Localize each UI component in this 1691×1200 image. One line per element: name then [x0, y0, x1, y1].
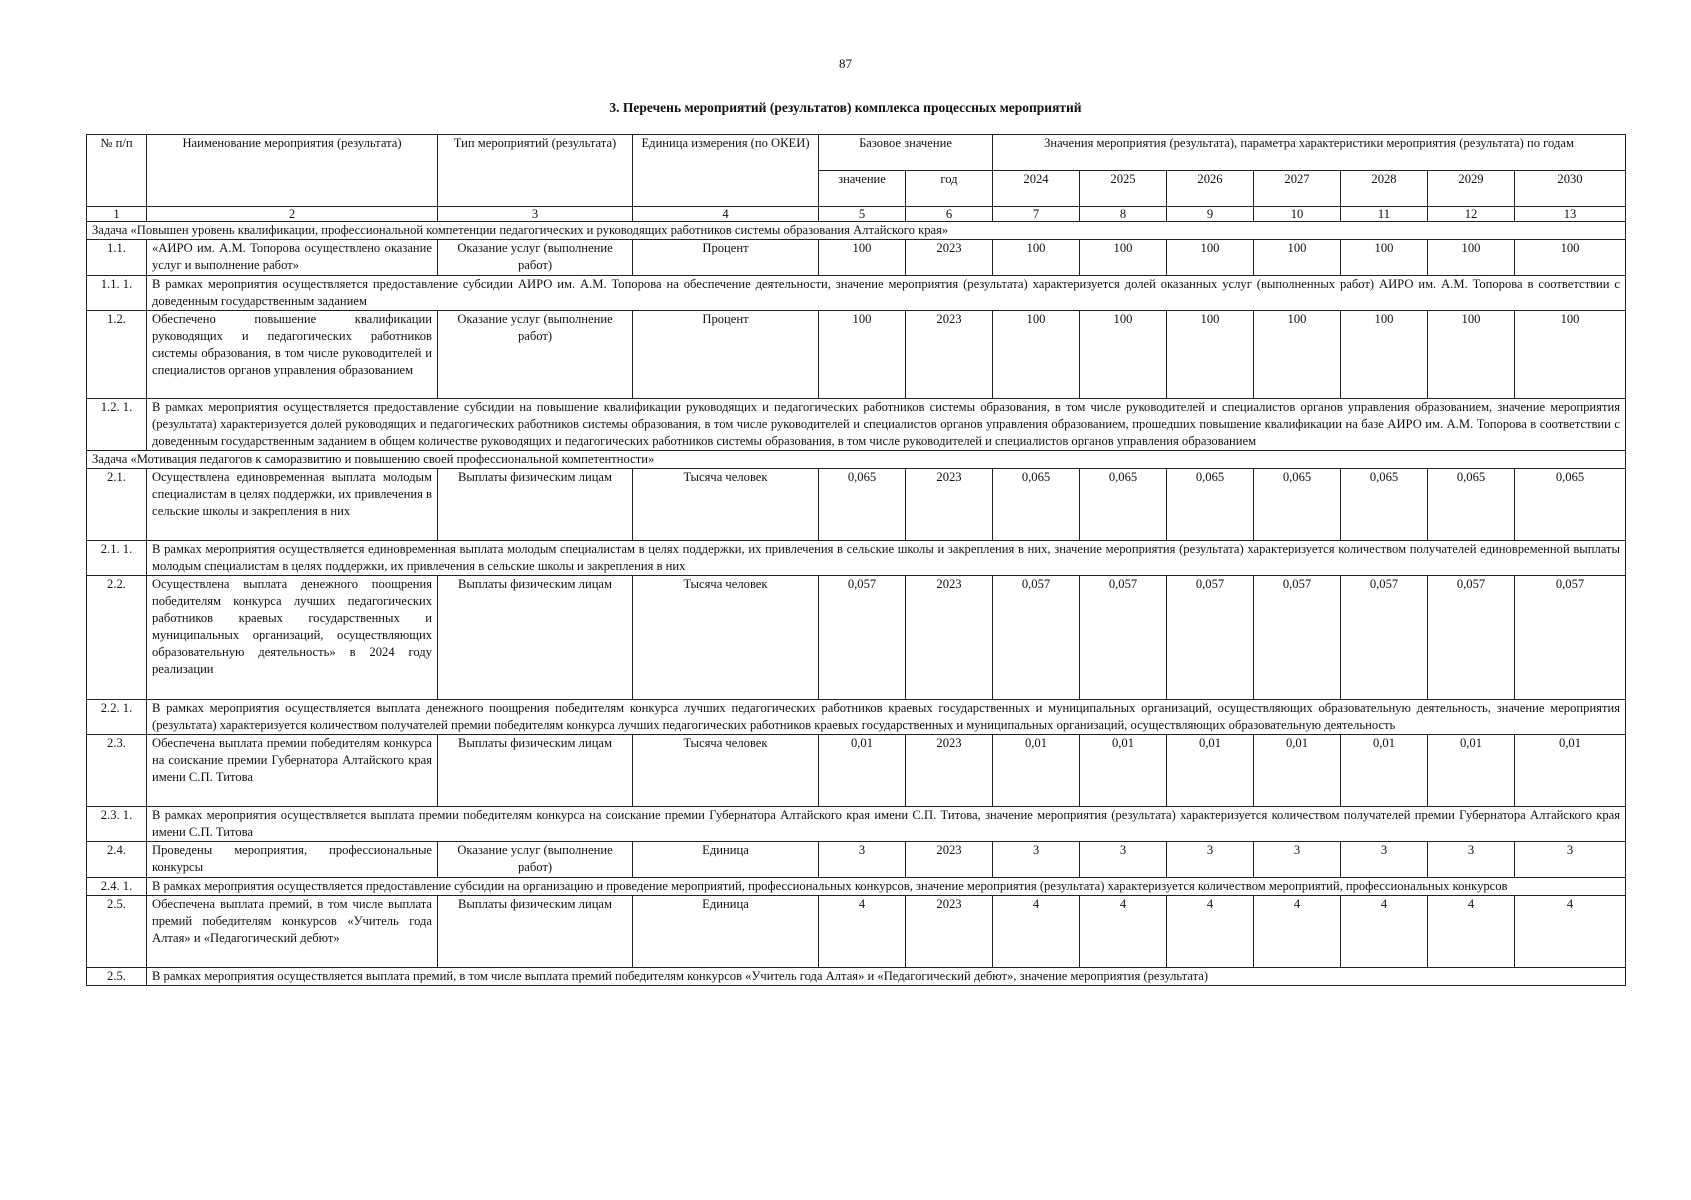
year-value-2025: 4 — [1080, 896, 1167, 968]
column-number: 9 — [1167, 207, 1254, 222]
base-year: 2023 — [906, 311, 993, 399]
year-value-2028: 0,01 — [1341, 735, 1428, 807]
header-name: Наименование мероприятия (результата) — [147, 135, 438, 207]
header-year-2026: 2026 — [1167, 171, 1254, 207]
measure-type: Выплаты физическим лицам — [438, 469, 633, 541]
description-row — [87, 878, 1626, 896]
base-year: 2023 — [906, 735, 993, 807]
year-value-2028: 100 — [1341, 311, 1428, 399]
year-value-2025: 3 — [1080, 842, 1167, 878]
year-value-2027: 0,065 — [1254, 469, 1341, 541]
header-year-2024: 2024 — [993, 171, 1080, 207]
column-number: 11 — [1341, 207, 1428, 222]
measure-type: Оказание услуг (выполнение работ) — [438, 311, 633, 399]
year-value-2027: 0,057 — [1254, 576, 1341, 700]
base-value: 3 — [819, 842, 906, 878]
measure-unit: Процент — [633, 240, 819, 276]
year-value-2026: 100 — [1167, 240, 1254, 276]
measure-unit: Тысяча человек — [633, 735, 819, 807]
year-value-2028: 100 — [1341, 240, 1428, 276]
year-value-2026: 0,057 — [1167, 576, 1254, 700]
description-row — [87, 807, 1626, 842]
row-number: 2.5. — [87, 896, 147, 968]
year-value-2028: 0,065 — [1341, 469, 1428, 541]
table-row — [87, 311, 1626, 399]
measure-type: Оказание услуг (выполнение работ) — [438, 240, 633, 276]
header-base: Базовое значение — [819, 135, 993, 171]
year-value-2030: 4 — [1515, 896, 1626, 968]
year-value-2026: 3 — [1167, 842, 1254, 878]
year-value-2029: 0,01 — [1428, 735, 1515, 807]
base-value: 0,065 — [819, 469, 906, 541]
year-value-2026: 4 — [1167, 896, 1254, 968]
column-number: 3 — [438, 207, 633, 222]
column-number: 1 — [87, 207, 147, 222]
year-value-2024: 0,065 — [993, 469, 1080, 541]
description-row — [87, 700, 1626, 735]
base-year: 2023 — [906, 469, 993, 541]
measure-unit: Единица — [633, 896, 819, 968]
measure-unit: Процент — [633, 311, 819, 399]
measure-name: Осуществлена единовременная выплата молодым специалистам в целях поддержки, их привлечения в сельские школы и закрепления в них — [147, 469, 438, 541]
year-value-2027: 0,01 — [1254, 735, 1341, 807]
year-value-2030: 3 — [1515, 842, 1626, 878]
year-value-2025: 0,065 — [1080, 469, 1167, 541]
base-year: 2023 — [906, 240, 993, 276]
measure-name: Обеспечена выплата премий, в том числе выплата премий победителям конкурсов «Учитель года Алтая» и «Педагогический дебют» — [147, 896, 438, 968]
row-description: В рамках мероприятия осуществляется единовременная выплата молодым специалистам в целях поддержки, их привлечения в сельские школы и закрепления в них, значение мероприятия (результата) характеризуется количеством получателей единовременной выплаты молодым специалистам в целях поддержки, их привлечения в сельские школы и закрепления в них — [147, 541, 1626, 576]
base-value: 100 — [819, 240, 906, 276]
table-row — [87, 735, 1626, 807]
task-row — [87, 451, 1626, 469]
column-number: 6 — [906, 207, 993, 222]
year-value-2029: 0,057 — [1428, 576, 1515, 700]
base-year: 2023 — [906, 576, 993, 700]
year-value-2030: 100 — [1515, 240, 1626, 276]
measure-type: Выплаты физическим лицам — [438, 896, 633, 968]
year-value-2027: 3 — [1254, 842, 1341, 878]
measure-unit: Единица — [633, 842, 819, 878]
base-value: 100 — [819, 311, 906, 399]
measure-type: Выплаты физическим лицам — [438, 576, 633, 700]
column-number: 2 — [147, 207, 438, 222]
table-row — [87, 240, 1626, 276]
row-description: В рамках мероприятия осуществляется предоставление субсидии на повышение квалификации руководящих и педагогических работников системы образования, в том числе руководителей и специалистов органов управления образованием, значение мероприятия (результата) характеризуется долей руководящих и педагогических работников системы образования, в том числе руководителей и специалистов органов управления образованием, прошедших повышение квалификации на базе АИРО им. А.М. Топорова в соответствии с доведенным государственным заданием в общем количестве руководящих и педагогических работников системы образования, в том числе руководителей и специалистов органов управления образованием — [147, 399, 1626, 451]
year-value-2028: 0,057 — [1341, 576, 1428, 700]
year-value-2026: 0,01 — [1167, 735, 1254, 807]
table-row — [87, 896, 1626, 968]
header-year-2025: 2025 — [1080, 171, 1167, 207]
year-value-2024: 4 — [993, 896, 1080, 968]
table-row — [87, 842, 1626, 878]
year-value-2025: 100 — [1080, 311, 1167, 399]
year-value-2030: 0,057 — [1515, 576, 1626, 700]
document-title: 3. Перечень мероприятий (результатов) комплекса процессных мероприятий — [609, 100, 1082, 115]
measure-name: Обеспечена выплата премии победителям конкурса на соискание премии Губернатора Алтайского края имени С.П. Титова — [147, 735, 438, 807]
measure-type: Оказание услуг (выполнение работ) — [438, 842, 633, 878]
page-number: 87 — [839, 56, 852, 71]
header-type: Тип мероприятий (результата) — [438, 135, 633, 207]
table-row — [87, 469, 1626, 541]
year-value-2024: 100 — [993, 311, 1080, 399]
year-value-2026: 100 — [1167, 311, 1254, 399]
measure-name: Проведены мероприятия, профессиональные конкурсы — [147, 842, 438, 878]
column-number: 10 — [1254, 207, 1341, 222]
row-number: 2.5. — [87, 968, 147, 986]
base-value: 4 — [819, 896, 906, 968]
description-row — [87, 276, 1626, 311]
measure-unit: Тысяча человек — [633, 469, 819, 541]
row-number: 2.1. — [87, 469, 147, 541]
measure-name: «АИРО им. А.М. Топорова осуществлено оказание услуг и выполнение работ» — [147, 240, 438, 276]
header-base-value: значение — [819, 171, 906, 207]
table-row — [87, 576, 1626, 700]
measure-type: Выплаты физическим лицам — [438, 735, 633, 807]
header-year-2030: 2030 — [1515, 171, 1626, 207]
row-number: 2.3. — [87, 735, 147, 807]
year-value-2025: 0,01 — [1080, 735, 1167, 807]
row-description: В рамках мероприятия осуществляется выплата премий, в том числе выплата премий победителям конкурсов «Учитель года Алтая» и «Педагогический дебют», значение мероприятия (результата) — [147, 968, 1626, 986]
year-value-2028: 4 — [1341, 896, 1428, 968]
base-value: 0,057 — [819, 576, 906, 700]
row-description: В рамках мероприятия осуществляется предоставление субсидии на организацию и проведение мероприятий, профессиональных конкурсов, значение мероприятия (результата) характеризуется количеством мероприятий, профессиональных конкурсов — [147, 878, 1626, 896]
row-number: 1.2. 1. — [87, 399, 147, 451]
column-number: 4 — [633, 207, 819, 222]
base-value: 0,01 — [819, 735, 906, 807]
task-title: Задача «Повышен уровень квалификации, профессиональной компетенции педагогических и руководящих работников системы образования Алтайского края» — [87, 222, 1626, 240]
row-number: 2.4. — [87, 842, 147, 878]
year-value-2030: 0,01 — [1515, 735, 1626, 807]
task-title: Задача «Мотивация педагогов к саморазвитию и повышению своей профессиональной компетентности» — [87, 451, 1626, 469]
year-value-2029: 3 — [1428, 842, 1515, 878]
base-year: 2023 — [906, 842, 993, 878]
measures-table — [86, 134, 1626, 986]
column-number: 5 — [819, 207, 906, 222]
year-value-2025: 0,057 — [1080, 576, 1167, 700]
row-number: 2.4. 1. — [87, 878, 147, 896]
description-row — [87, 399, 1626, 451]
year-value-2026: 0,065 — [1167, 469, 1254, 541]
task-row — [87, 222, 1626, 240]
column-number: 7 — [993, 207, 1080, 222]
year-value-2030: 100 — [1515, 311, 1626, 399]
row-description: В рамках мероприятия осуществляется выплата денежного поощрения победителям конкурса лучших педагогических работников краевых государственных и муниципальных организаций, осуществляющих образовательную деятельность, значение мероприятия (результата) характеризуется количеством получателей премии победителям конкурса лучших педагогических работников краевых государственных и муниципальных организаций, осуществляющих образовательную деятельность — [147, 700, 1626, 735]
year-value-2029: 100 — [1428, 311, 1515, 399]
year-value-2027: 100 — [1254, 311, 1341, 399]
header-year-2029: 2029 — [1428, 171, 1515, 207]
column-numbers-row — [87, 207, 1626, 222]
year-value-2030: 0,065 — [1515, 469, 1626, 541]
year-value-2029: 0,065 — [1428, 469, 1515, 541]
row-number: 1.2. — [87, 311, 147, 399]
year-value-2024: 3 — [993, 842, 1080, 878]
header-year-2027: 2027 — [1254, 171, 1341, 207]
measure-name: Осуществлена выплата денежного поощрения победителям конкурса лучших педагогических работников краевых государственных и муниципальных организаций, осуществляющих образовательную деятельность» в 2024 году реализации — [147, 576, 438, 700]
column-number: 13 — [1515, 207, 1626, 222]
year-value-2029: 4 — [1428, 896, 1515, 968]
header-base-year: год — [906, 171, 993, 207]
year-value-2027: 100 — [1254, 240, 1341, 276]
row-number: 2.2. — [87, 576, 147, 700]
header-year-2028: 2028 — [1341, 171, 1428, 207]
year-value-2025: 100 — [1080, 240, 1167, 276]
row-number: 1.1. 1. — [87, 276, 147, 311]
year-value-2024: 100 — [993, 240, 1080, 276]
row-number: 2.2. 1. — [87, 700, 147, 735]
row-number: 2.3. 1. — [87, 807, 147, 842]
header-num: № п/п — [87, 135, 147, 207]
header-years-group: Значения мероприятия (результата), параметра характеристики мероприятия (результата) по годам — [993, 135, 1626, 171]
table-body — [87, 222, 1626, 986]
year-value-2024: 0,057 — [993, 576, 1080, 700]
base-year: 2023 — [906, 896, 993, 968]
description-row — [87, 541, 1626, 576]
header-unit: Единица измерения (по ОКЕИ) — [633, 135, 819, 207]
year-value-2024: 0,01 — [993, 735, 1080, 807]
year-value-2027: 4 — [1254, 896, 1341, 968]
column-number: 8 — [1080, 207, 1167, 222]
column-number: 12 — [1428, 207, 1515, 222]
year-value-2029: 100 — [1428, 240, 1515, 276]
year-value-2028: 3 — [1341, 842, 1428, 878]
measure-unit: Тысяча человек — [633, 576, 819, 700]
description-row — [87, 968, 1626, 986]
measure-name: Обеспечено повышение квалификации руководящих и педагогических работников системы образования, в том числе руководителей и специалистов органов управления образованием — [147, 311, 438, 399]
row-description: В рамках мероприятия осуществляется предоставление субсидии АИРО им. А.М. Топорова на обеспечение деятельности, значение мероприятия (результата) характеризуется долей оказанных услуг (выполненных работ) АИРО им. А.М. Топорова в соответствии с доведенным государственным заданием — [147, 276, 1626, 311]
row-number: 2.1. 1. — [87, 541, 147, 576]
row-description: В рамках мероприятия осуществляется выплата премии победителям конкурса на соискание премии Губернатора Алтайского края имени С.П. Титова, значение мероприятия (результата) характеризуется количеством получателей премии Губернатора Алтайского края имени С.П. Титова — [147, 807, 1626, 842]
row-number: 1.1. — [87, 240, 147, 276]
